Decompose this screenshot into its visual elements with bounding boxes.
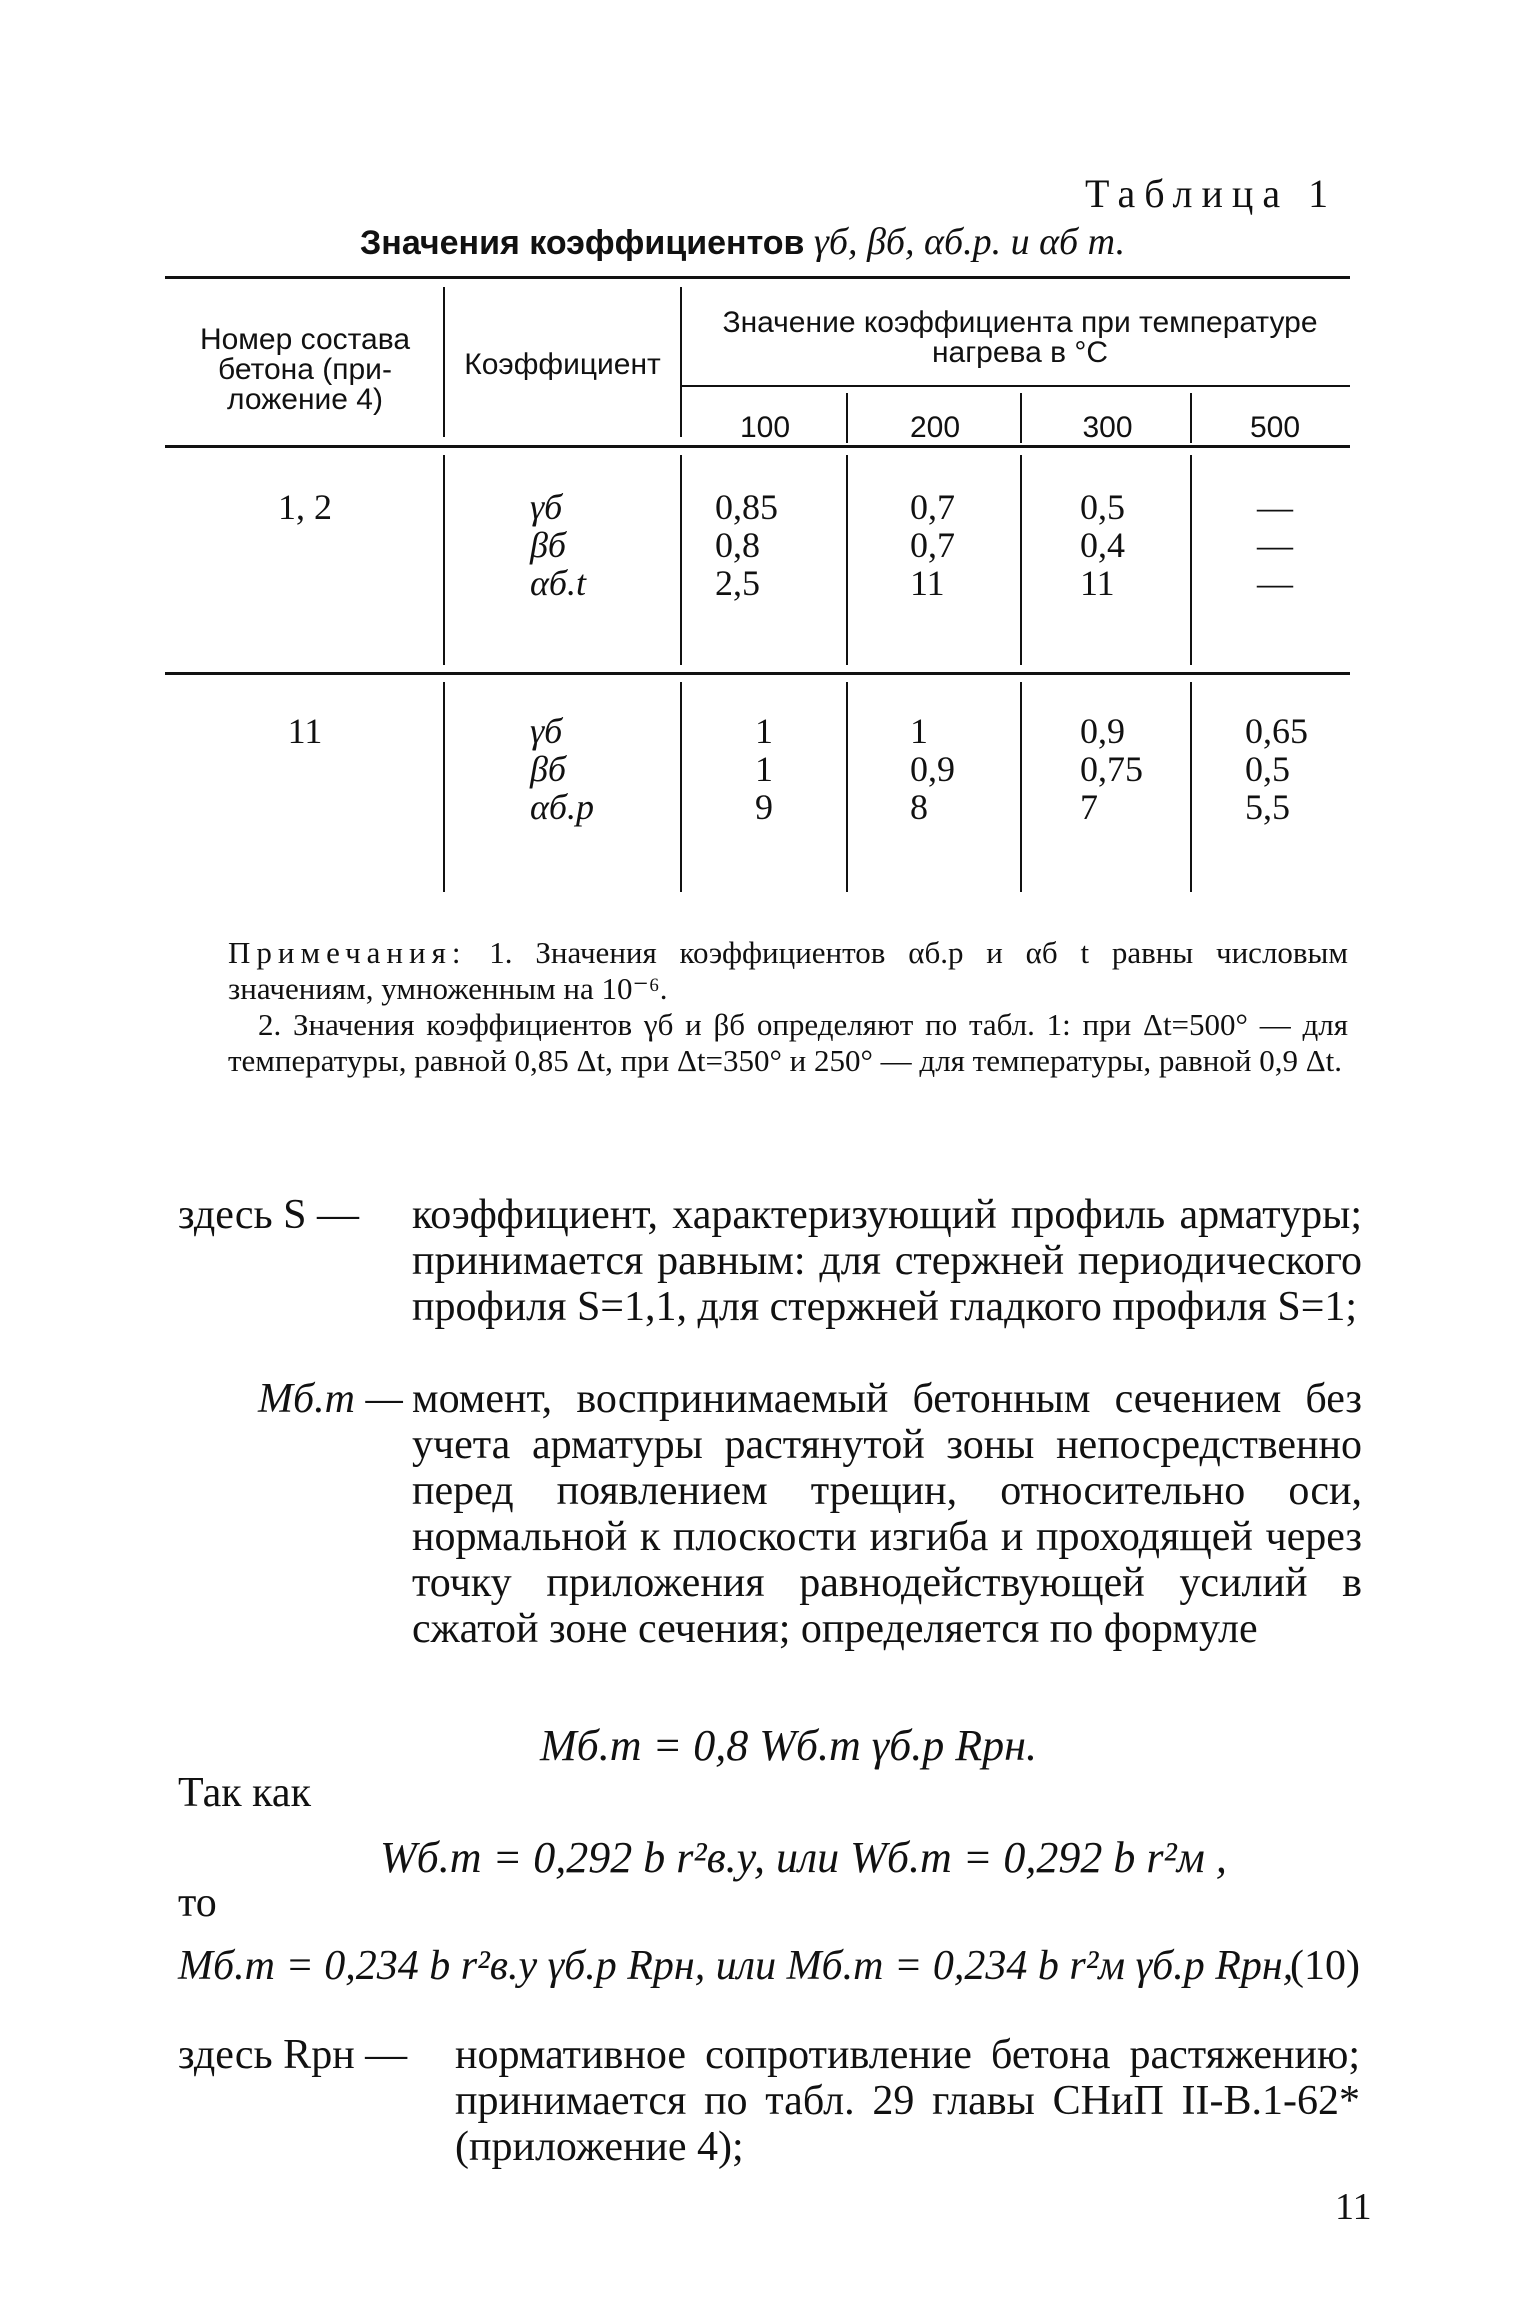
header-temp-300: 300 xyxy=(1082,411,1133,444)
group1-value-300: 0,5 0,4 11 xyxy=(1080,487,1125,603)
table-header-bottom-rule xyxy=(165,445,1350,448)
formula-3: Mб.т = 0,234 b r²в.у γб.р Rрн, или Mб.т = 0,234 b r²м γб.р Rрн, xyxy=(178,1943,1294,1989)
formula-2: Wб.т = 0,292 b r²в.у, или Wб.т = 0,292 b r²м , xyxy=(380,1833,1227,1882)
note-1: 1. Значения коэффициентов αб.р и αб t равны числовым значениям, умноженным на 10⁻⁶. xyxy=(228,935,1348,1006)
group1-value-500: — — — xyxy=(1257,487,1293,603)
def1-text: коэффициент, характеризующий профиль арматуры; принимается равным: для стержней периодического профиля S=1,1, для стержней гладкого профиля S=1; xyxy=(412,1192,1362,1330)
group1-value-100: 0,85 0,8 2,5 xyxy=(715,487,778,603)
table-header-mid-rule xyxy=(680,385,1350,387)
vline xyxy=(1190,682,1192,892)
table-top-rule xyxy=(165,276,1350,279)
table-notes xyxy=(228,935,1348,1079)
table-group-divider xyxy=(165,672,1350,675)
vline xyxy=(680,682,682,892)
vline xyxy=(1020,393,1022,443)
vline xyxy=(443,455,445,665)
header-temp-200: 200 xyxy=(909,411,961,444)
vline xyxy=(846,682,848,892)
group2-value-100: 1 1 9 xyxy=(755,711,773,827)
formula-1: Mб.т = 0,8 Wб.т γб.р Rрн. xyxy=(540,1721,1037,1770)
vline xyxy=(680,455,682,665)
group2-coefficients: γб βб αб.р xyxy=(530,711,595,827)
table-title-prefix: Значения коэффициентов xyxy=(360,224,805,262)
header-temp-500: 500 xyxy=(1249,411,1301,444)
table-title xyxy=(360,220,1125,264)
then-label: то xyxy=(178,1880,217,1926)
def3-text: нормативное сопротивление бетона растяжению; принимается по табл. 29 главы СНиП II-В.1-62* (приложение 4); xyxy=(455,2032,1360,2170)
vline xyxy=(1190,393,1192,443)
vline xyxy=(443,287,445,437)
group2-value-500: 0,65 0,5 5,5 xyxy=(1245,711,1308,827)
header-composition: Номер состава бетона (приложение 4) xyxy=(199,323,411,416)
def2-term: Mб.т — xyxy=(258,1376,403,1422)
group2-composition: 11 xyxy=(287,711,323,751)
def2-text: момент, воспринимаемый бетонным сечением без учета арматуры растянутой зоны непосредственно перед появлением трещин, относительно оси, нормальной к плоскости изгиба и проходящей через точку приложения равнодействующей усилий в сжатой зоне сечения; определяется по формуле xyxy=(412,1376,1362,1652)
group1-coefficients: γб βб αб.t xyxy=(530,487,587,603)
group2-value-200: 1 0,9 8 xyxy=(910,711,955,827)
note-2: 2. Значения коэффициентов γб и βб определяют по табл. 1: при Δt=500° — для температуры, равной 0,85 Δt, при Δt=350° и 250° — для температуры, равной 0,9 Δt. xyxy=(228,1007,1348,1078)
def1-term: здесь S — xyxy=(178,1192,360,1238)
vline xyxy=(846,393,848,443)
group1-value-200: 0,7 0,7 11 xyxy=(910,487,955,603)
group2-value-300: 0,9 0,75 7 xyxy=(1080,711,1143,827)
vline xyxy=(1020,682,1022,892)
vline xyxy=(1190,455,1192,665)
formula-3-number: (10) xyxy=(1290,1943,1360,1989)
def3-term: здесь Rрн — xyxy=(178,2032,408,2078)
header-coefficient: Коэффициент xyxy=(464,348,661,381)
header-value: Значение коэффициента при температуре нагрева в °С xyxy=(722,306,1318,369)
notes-label: Примечания: xyxy=(228,935,467,970)
vline xyxy=(1020,455,1022,665)
page-number: 11 xyxy=(1335,2186,1372,2228)
table-caption: Таблица 1 xyxy=(1085,171,1338,216)
vline xyxy=(680,287,682,437)
vline xyxy=(443,682,445,892)
group1-composition: 1, 2 xyxy=(278,487,332,527)
vline xyxy=(846,455,848,665)
since-label: Так как xyxy=(178,1770,311,1816)
header-temp-100: 100 xyxy=(739,411,791,444)
table-title-symbols: γб, βб, αб.р. и αб т. xyxy=(813,221,1126,263)
